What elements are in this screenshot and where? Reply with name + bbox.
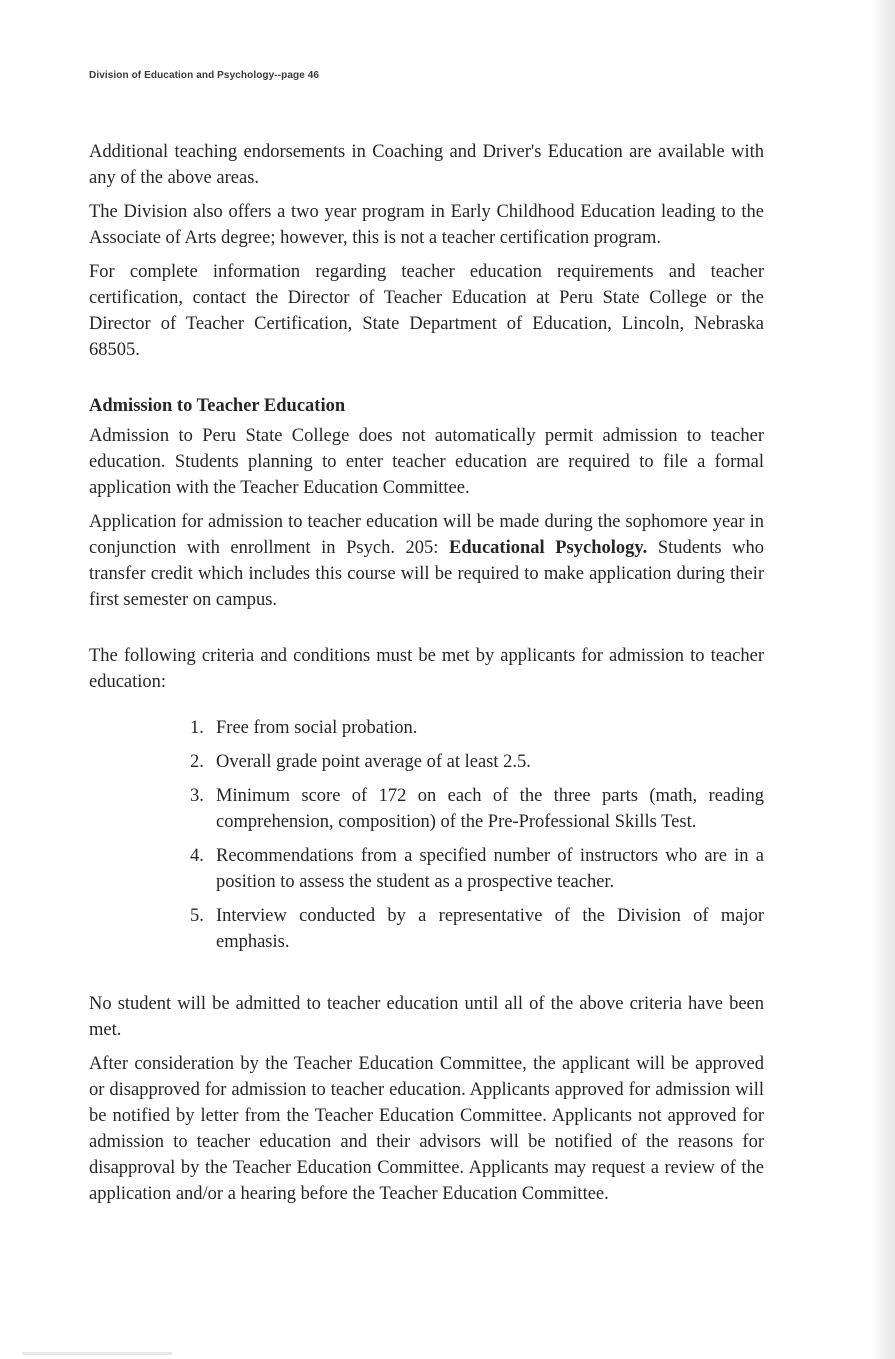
criteria-number: 4.: [190, 846, 204, 866]
criteria-list: [89, 715, 764, 955]
paragraph-application: [89, 509, 764, 613]
page-edge-shadow: [873, 0, 895, 1359]
criteria-item: [190, 749, 764, 775]
criteria-number: 3.: [190, 786, 204, 806]
running-header: Division of Education and Psychology--page 46: [89, 70, 320, 81]
criteria-item: [190, 843, 764, 895]
criteria-text: Minimum score of 172 on each of the three parts (math, reading comprehension, composition) of the Pre-Professional Skills Test.: [216, 786, 764, 832]
criteria-item: [190, 715, 764, 741]
application-text-post: Students who transfer credit which includes this course will be required to make application during their first semester on campus.: [89, 538, 765, 610]
criteria-text: Interview conducted by a representative of the Division of major emphasis.: [216, 906, 764, 952]
criteria-item: [190, 903, 764, 955]
criteria-text: Free from social probation.: [216, 718, 418, 738]
criteria-item: [190, 783, 764, 835]
criteria-number: 5.: [190, 906, 204, 926]
course-title-educational-psychology: Educational Psychology.: [449, 538, 648, 558]
paragraph-admission-intro: Admission to Peru State College does not automatically permit admission to teacher education. Students planning to enter teacher education are required to file a formal application with the Teacher Education Committee.: [89, 426, 764, 498]
criteria-text: Recommendations from a specified number of instructors who are in a position to assess the student as a prospective teacher.: [216, 846, 764, 892]
scan-smudge: [22, 1352, 172, 1355]
criteria-number: 1.: [190, 718, 204, 738]
criteria-number: 2.: [190, 752, 204, 772]
paragraph-after-consideration: After consideration by the Teacher Education Committee, the applicant will be approved or disapproved for admission to teacher education. Applicants approved for admission will be notified by letter from the Teacher Education Committee. Applicants not approved for admission to teacher education and their advisors will be notified of the reasons for disapproval by the Teacher Education Committee. Applicants may request a review of the application and/or a hearing before the Teacher Education Committee.: [89, 1054, 764, 1204]
paragraph-endorsements: Additional teaching endorsements in Coaching and Driver's Education are available with any of the above areas.: [89, 142, 764, 188]
paragraph-no-student: No student will be admitted to teacher education until all of the above criteria have been met.: [89, 994, 764, 1040]
page-body: [89, 139, 764, 1207]
criteria-text: Overall grade point average of at least 2.5.: [216, 752, 531, 772]
paragraph-complete-information: For complete information regarding teacher education requirements and teacher certification, contact the Director of Teacher Education at Peru State College or the Director of Teacher Certification, State Department of Education, Lincoln, Nebraska 68505.: [89, 262, 764, 360]
application-text-pre: Application for admission to teacher education will be made during the sophomore year in conjunction with enrollment in Psych. 205:: [89, 512, 764, 558]
paragraph-two-year-program: The Division also offers a two year program in Early Childhood Education leading to the Associate of Arts degree; however, this is not a teacher certification program.: [89, 202, 764, 248]
paragraph-criteria-intro: The following criteria and conditions must be met by applicants for admission to teacher education:: [89, 646, 764, 692]
section-heading-admission: Admission to Teacher Education: [89, 396, 346, 416]
